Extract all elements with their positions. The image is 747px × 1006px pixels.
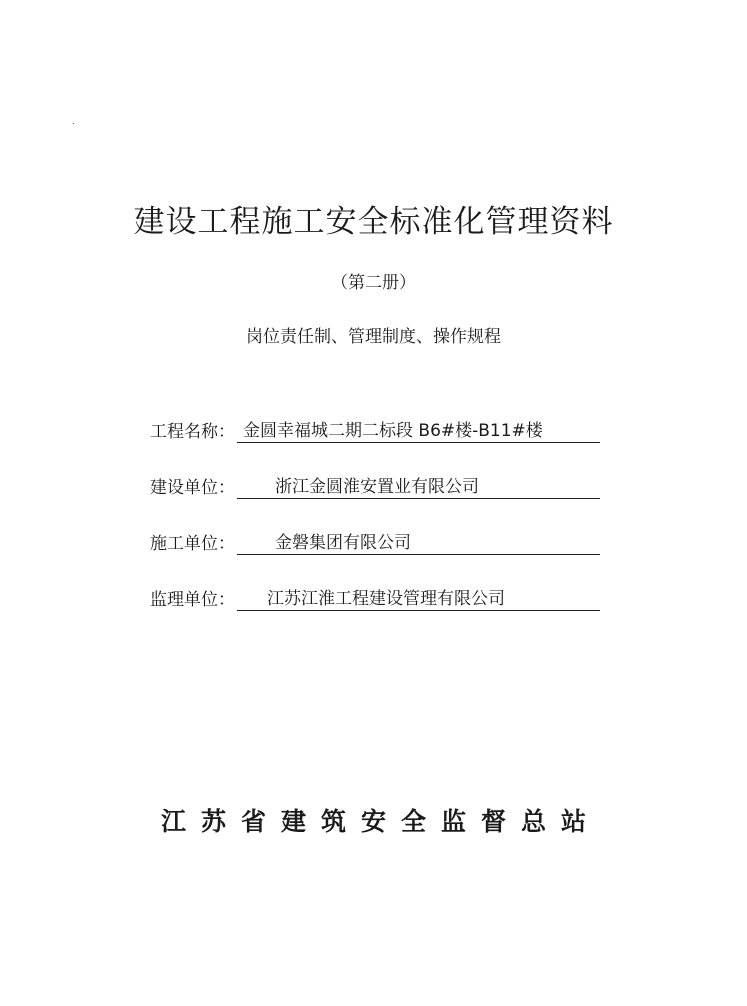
volume-label: （第二册）	[331, 273, 416, 293]
client-unit-row	[150, 473, 600, 499]
corner-mark: .	[72, 117, 75, 126]
document-subtitle: 岗位责任制、管理制度、操作规程	[246, 327, 501, 347]
contractor-unit-label: 施工单位：	[150, 534, 235, 554]
contractor-unit-value: 金磐集团有限公司	[237, 532, 600, 555]
client-unit-value: 浙江金圆淮安置业有限公司	[237, 476, 600, 499]
project-name-value: 金圆幸福城二期二标段 B6#楼-B11#楼	[237, 420, 600, 443]
project-name-label: 工程名称：	[150, 422, 235, 442]
supervision-unit-label: 监理单位：	[150, 590, 235, 610]
project-name-row	[150, 417, 600, 443]
supervision-unit-row	[150, 585, 600, 611]
contractor-unit-row	[150, 529, 600, 555]
client-unit-label: 建设单位：	[150, 478, 235, 498]
supervision-unit-value: 江苏江淮工程建设管理有限公司	[237, 588, 600, 611]
document-title: 建设工程施工安全标准化管理资料	[133, 204, 614, 240]
issuing-authority: 江苏省建筑安全监督总站	[160, 807, 601, 836]
